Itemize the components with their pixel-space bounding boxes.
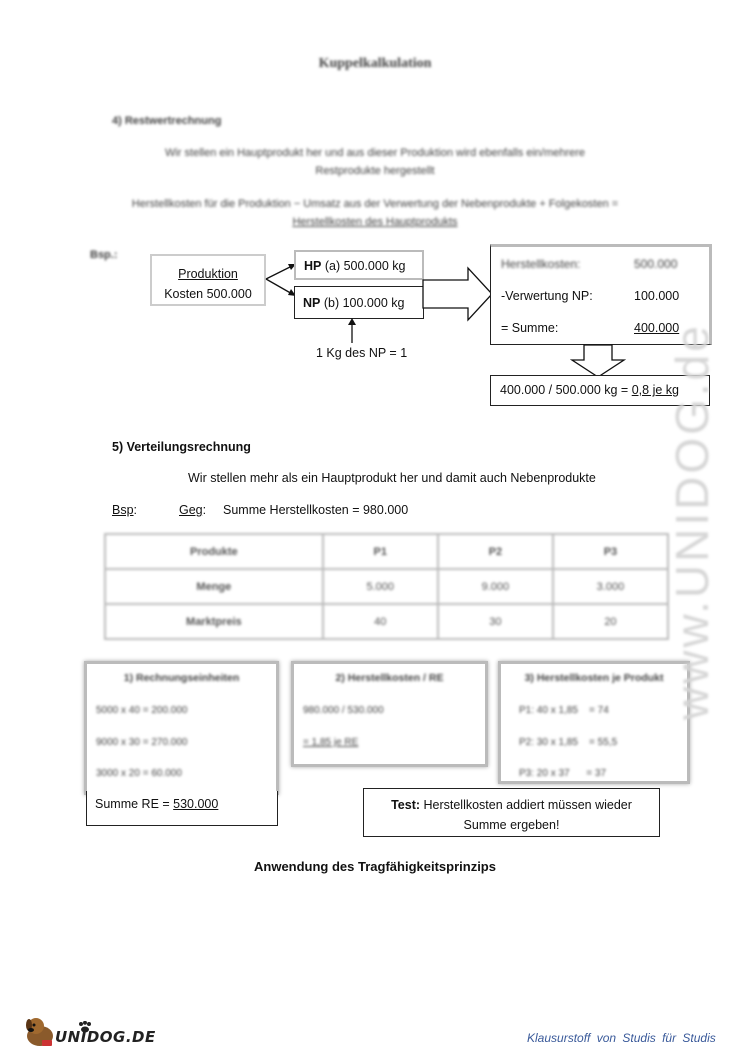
table-header-cell: P3 [553, 534, 668, 569]
test-line2: Summe ergeben! [463, 818, 560, 832]
calc-row-1-value: 500.000 [634, 257, 678, 271]
box3-line: P1: 40 x 1,85 = 74 [519, 705, 609, 716]
watermark-text: www.UNIDOG.de [666, 323, 718, 720]
hp-box [294, 250, 424, 280]
box1-line: 3000 x 20 = 60.000 [96, 768, 182, 779]
unidog-logo [22, 1014, 58, 1051]
table-header-row [105, 534, 668, 569]
box1-line: 9000 x 30 = 270.000 [96, 737, 188, 748]
box2-line2: = 1,85 je RE [303, 737, 359, 748]
box2-line1: 980.000 / 530.000 [303, 705, 384, 716]
herstellkosten-re-box [291, 661, 488, 767]
np-text: (b) 100.000 kg [320, 296, 405, 310]
product-table [104, 533, 669, 640]
section4-desc-line1: Wir stellen ein Hauptprodukt her und aus dieser Produktion wird ebenfalls ein/mehrere [164, 147, 586, 159]
result-value: 0,8 je kg [631, 383, 679, 397]
table-cell: Menge [105, 569, 323, 604]
np-box [294, 286, 424, 319]
dog-icon [22, 1014, 58, 1048]
box3-title: 3) Herstellkosten je Produkt [524, 672, 664, 684]
table-header-cell: P1 [323, 534, 438, 569]
section5-bsp: Bsp: [112, 503, 138, 517]
section5-heading: 5) Verteilungsrechnung [112, 440, 251, 454]
table-cell: 40 [323, 604, 438, 639]
np-up-arrow [345, 318, 359, 344]
calc-row-3-value: 400.000 [634, 321, 680, 335]
table-header-cell: P2 [438, 534, 553, 569]
summe-re-value: 530.000 [173, 797, 219, 811]
box3-line: P2: 30 x 1,85 = 55,5 [519, 737, 618, 748]
table-cell: 9.000 [438, 569, 553, 604]
footer-slogan: Klausurstoff von Studis für Studis [527, 1031, 716, 1045]
test-line1: Test: Herstellkosten addiert müssen wieder [391, 798, 632, 812]
section5-desc: Wir stellen mehr als ein Hauptprodukt her und damit auch Nebenprodukte [188, 471, 596, 485]
section5-geg: Geg: [179, 503, 207, 517]
section4-bsp-label: Bsp.: [90, 249, 118, 261]
table-header-cell: Produkte [105, 534, 323, 569]
hp-label: HP [304, 259, 322, 273]
box1-title: 1) Rechnungseinheiten [123, 672, 240, 684]
table-cell: 30 [438, 604, 553, 639]
calc-row-2-value: 100.000 [634, 289, 680, 303]
summe-re-prefix: Summe RE = [95, 797, 174, 811]
produktion-box [150, 254, 266, 306]
section4-formula-line1: Herstellkosten für die Produktion − Umsatz aus der Verwertung der Nebenprodukte + Folgekosten = [131, 198, 619, 210]
np-note: 1 Kg des NP = 1 [316, 346, 408, 360]
table-cell: Marktpreis [105, 604, 323, 639]
hp-text: (a) 500.000 kg [321, 259, 406, 273]
big-down-arrow [570, 344, 626, 378]
np-label: NP [303, 296, 321, 310]
calc-row-2-label: -Verwertung NP: [501, 289, 593, 303]
table-row [105, 604, 668, 639]
anwendung-heading: Anwendung des Tragfähigkeitsprinzips [254, 859, 496, 874]
page-title: Kuppelkalkulation [318, 56, 432, 71]
table-row [105, 569, 668, 604]
big-right-arrow [422, 266, 494, 322]
summe-re-box [86, 791, 278, 826]
calc-row-3-label: = Summe: [501, 321, 559, 335]
section4-formula-line2: Herstellkosten des Hauptprodukts [292, 216, 458, 228]
calc-row-1-label: Herstellkosten: [501, 257, 581, 271]
section4-desc-line2: Restprodukte hergestellt [315, 165, 435, 177]
table-cell: 3.000 [553, 569, 668, 604]
herstellkosten-produkt-box [498, 661, 690, 784]
box2-title: 2) Herstellkosten / RE [335, 672, 444, 684]
rechnungseinheiten-box [84, 661, 279, 795]
table-cell: 20 [553, 604, 668, 639]
box3-line: P3: 20 x 37 = 37 [519, 768, 607, 779]
result-prefix: 400.000 / 500.000 kg = [500, 383, 632, 397]
section5-geg-text: Summe Herstellkosten = 980.000 [223, 503, 409, 517]
section4-heading: 4) Restwertrechnung [112, 115, 222, 127]
logo-text: UNIDOG.DE [55, 1028, 156, 1046]
test-box [363, 788, 660, 837]
produktion-kosten: Kosten 500.000 [164, 287, 252, 301]
table-cell: 5.000 [323, 569, 438, 604]
produktion-title: Produktion [178, 267, 238, 281]
box1-line: 5000 x 40 = 200.000 [96, 705, 188, 716]
